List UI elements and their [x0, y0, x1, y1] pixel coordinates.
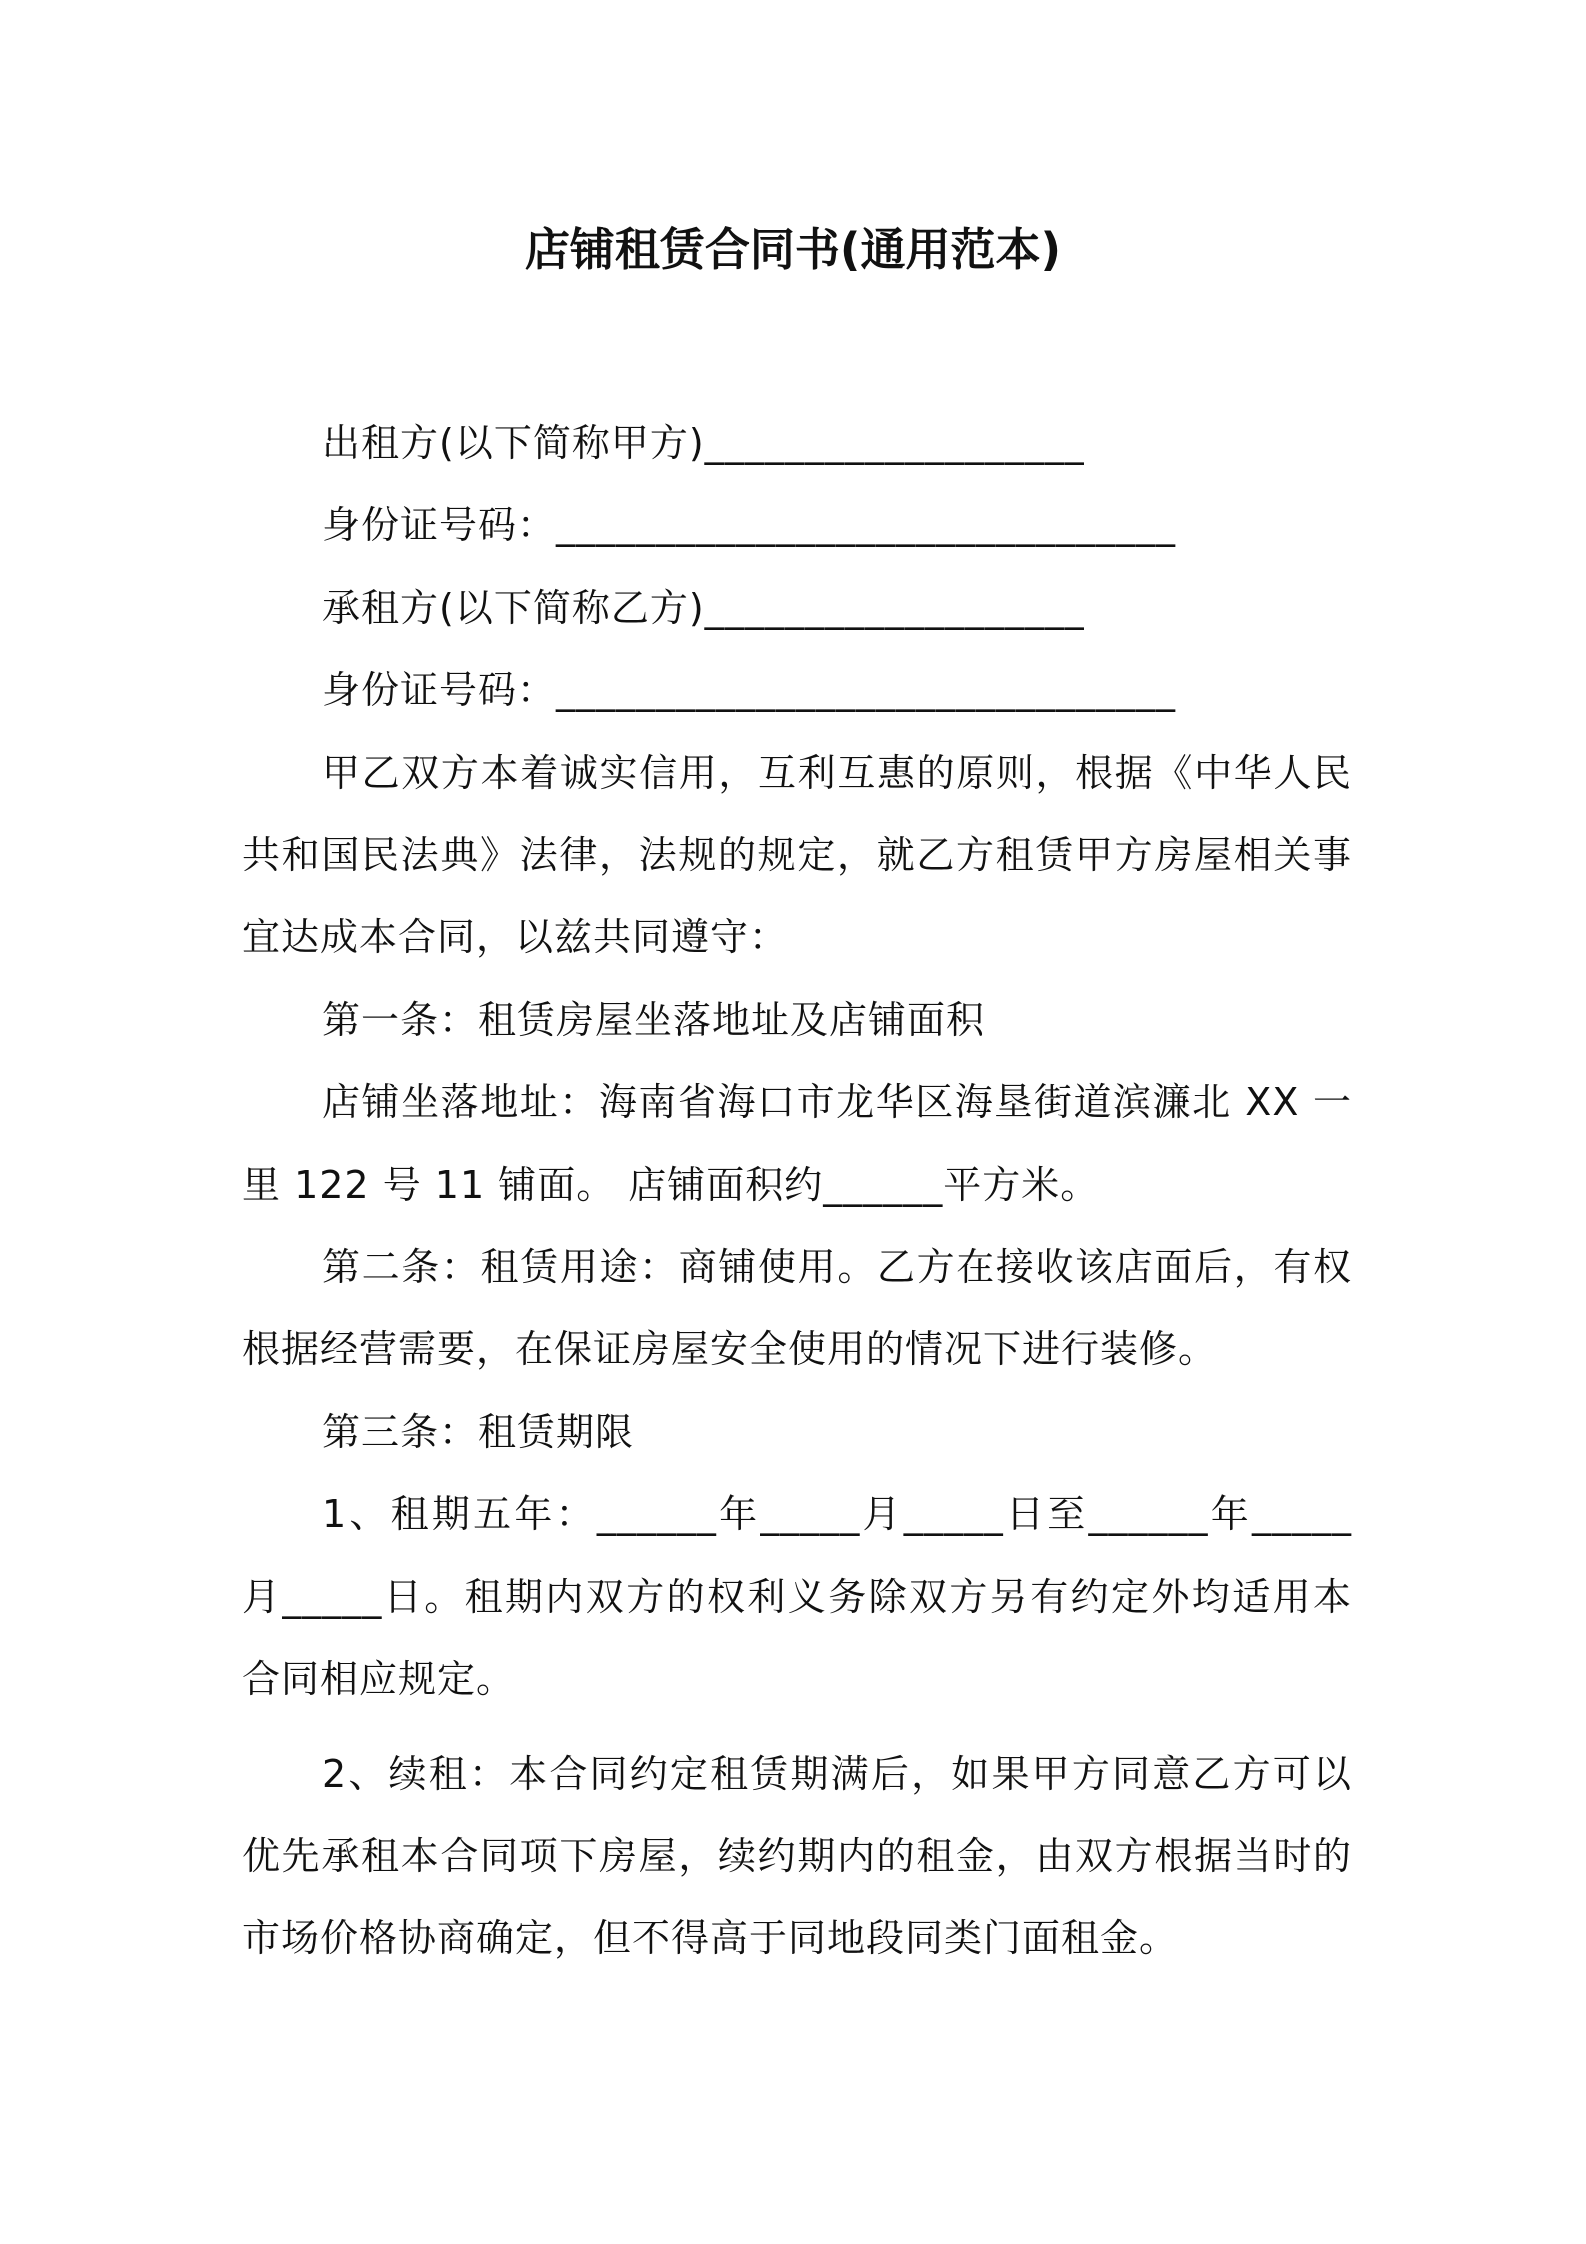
lessee-id-line: 身份证号码：_______________________________	[322, 668, 1177, 713]
document-title: 店铺租赁合同书(通用范本)	[524, 223, 1062, 276]
article1-heading: 第一条：租赁房屋坐落地址及店铺面积	[322, 997, 986, 1042]
document-body	[242, 402, 1352, 1980]
lessee-line: 承租方(以下简称乙方)___________________	[322, 585, 1085, 630]
preamble-paragraph: 甲乙双方本着诚实信用，互利互惠的原则，根据《中华人民共和国民法典》法律，法规的规定，就乙方租赁甲方房屋相关事宜达成本合同，以兹共同遵守：	[242, 750, 1352, 960]
lessor-id-line: 身份证号码：_______________________________	[322, 503, 1177, 548]
article1-body: 店铺坐落地址：海南省海口市龙华区海垦街道滨濂北 XX 一里 122 号 11 铺面。 店铺面积约______平方米。	[242, 1080, 1352, 1207]
article3-item1: 1、租期五年：______年_____月_____日至______年_____月_____日。租期内双方的权利义务除双方另有约定外均适用本合同相应规定。	[242, 1492, 1352, 1702]
lessor-line: 出租方(以下简称甲方)___________________	[322, 421, 1085, 465]
article3-item2: 2、续租：本合同约定租赁期满后，如果甲方同意乙方可以优先承租本合同项下房屋，续约期内的租金，由双方根据当时的市场价格协商确定，但不得高于同地段同类门面租金。	[242, 1751, 1352, 1961]
article3-heading: 第三条：租赁期限	[322, 1409, 635, 1454]
article2-paragraph: 第二条：租赁用途：商铺使用。乙方在接收该店面后，有权根据经营需要，在保证房屋安全使用的情况下进行装修。	[242, 1245, 1352, 1372]
